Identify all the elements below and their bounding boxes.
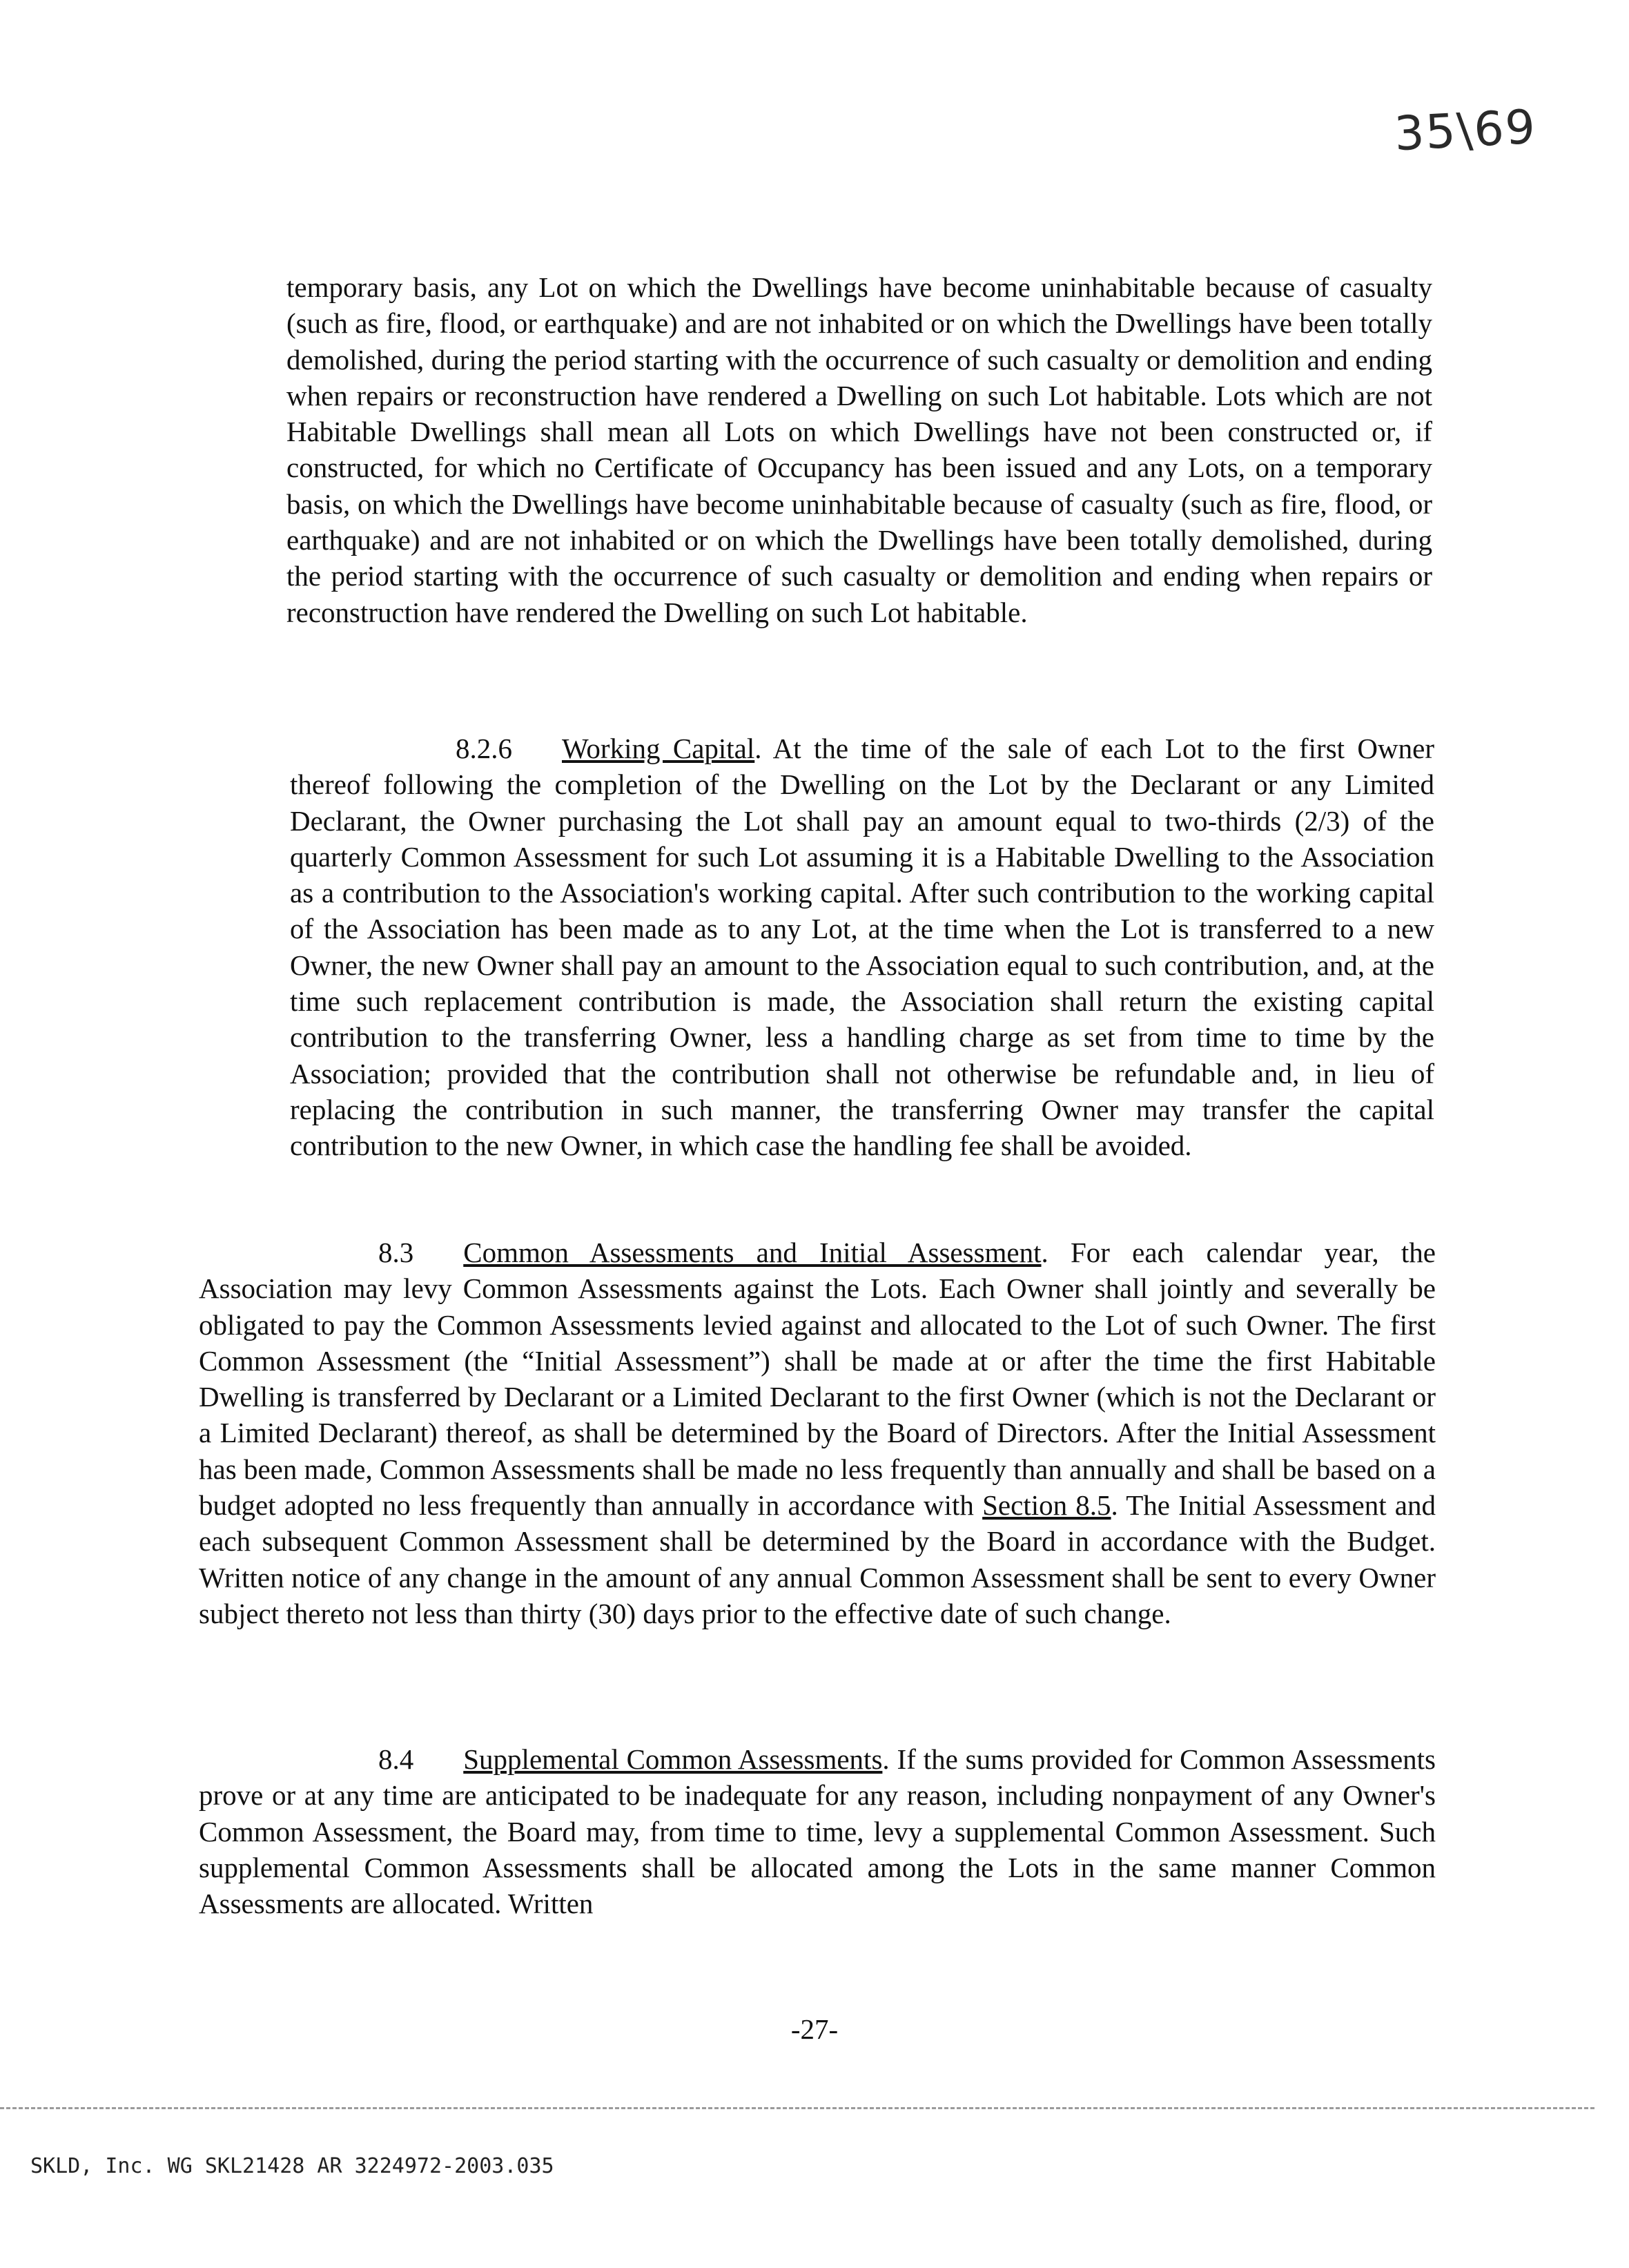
section-number: 8.2.6: [456, 733, 512, 764]
section-body-continued: . The Initial Assessment and each subsequent Common Assessment shall be determined by the Board in accordance with the Budget. Written notice of any change in the amount of any annual Common Assessment shall be sent to every Owner subject thereto not less than thirty (30) days prior to the effective date of such change.: [199, 1489, 1436, 1629]
footer-stamp: SKLD, Inc. WG SKL21428 AR 3224972-2003.035: [30, 2154, 554, 2178]
section-body: . If the sums provided for Common Assessments prove or at any time are anticipated to be inadequate for any reason, including nonpayment of any Owner's Common Assessment, the Board may, from time to time, levy a supplemental Common Assessment. Such supplemental Common Assessments shall be allocated among the Lots in the same manner Common Assessments are allocated. Written: [199, 1743, 1436, 1920]
page-number: -27-: [790, 2013, 839, 2045]
section-8-4: [199, 1741, 1436, 1921]
section-reference-link: Section 8.5: [982, 1489, 1111, 1522]
handwritten-page-note: 35\69: [1393, 99, 1538, 162]
section-8-3: [199, 1234, 1436, 1631]
section-8-2-6: [290, 730, 1434, 1164]
section-heading: Supplemental Common Assessments: [463, 1743, 883, 1775]
paragraph-continued: temporary basis, any Lot on which the Dwellings have become uninhabitable because of casualty (such as fire, flood, or earthquake) and are not inhabited or on which the Dwellings have been totally demolished, during the period starting with the occurrence of such casualty or demolition and ending when repairs or reconstruction have rendered a Dwelling on such Lot habitable. Lots which are not Habitable Dwellings shall mean all Lots on which Dwellings have not been constructed or, if constructed, for which no Certificate of Occupancy has been issued and any Lots, on a temporary basis, on which the Dwellings have become uninhabitable because of casualty (such as fire, flood, or earthquake) and are not inhabited or on which the Dwellings have been totally demolished, during the period starting with the occurrence of such casualty or demolition and ending when repairs or reconstruction have rendered the Dwelling on such Lot habitable.: [286, 271, 1432, 628]
section-heading: Working Capital: [562, 733, 755, 764]
section-number: 8.4: [378, 1743, 414, 1775]
section-heading: Common Assessments and Initial Assessment: [463, 1237, 1042, 1268]
section-number: 8.3: [378, 1237, 414, 1268]
section-body: . For each calendar year, the Association may levy Common Assessments against the Lots. Each Owner shall jointly and severally be obligated to pay the Common Assessments levied against and allocated to the Lot of such Owner. The first Common Assessment (the “Initial Assessment”) shall be made at or after the time the first Habitable Dwelling is transferred by Declarant or a Limited Declarant to the first Owner (which is not the Declarant or a Limited Declarant) thereof, as shall be determined by the Board of Directors. After the Initial Assessment has been made, Common Assessments shall be made no less frequently than annually and shall be based on a budget adopted no less frequently than annually in accordance with: [199, 1237, 1436, 1522]
section-body: . At the time of the sale of each Lot to the first Owner thereof following the completion of the Dwelling on the Lot by the Declarant or any Limited Declarant, the Owner purchasing the Lot shall pay an amount equal to two-thirds (2/3) of the quarterly Common Assessment for such Lot assuming it is a Habitable Dwelling to the Association as a contribution to the Association's working capital. After such contribution to the working capital of the Association has been made as to any Lot, at the time when the Lot is transferred to a new Owner, the new Owner shall pay an amount to the Association equal to such contribution, and, at the time such replacement contribution is made, the Association shall return the existing capital contribution to the transferring Owner, less a handling charge as set from time to time by the Association; provided that the contribution shall not otherwise be refundable and, in lieu of replacing the contribution in such manner, the transferring Owner may transfer the capital contribution to the new Owner, in which case the handling fee shall be avoided.: [290, 733, 1434, 1162]
scan-divider-line: [0, 2107, 1594, 2109]
